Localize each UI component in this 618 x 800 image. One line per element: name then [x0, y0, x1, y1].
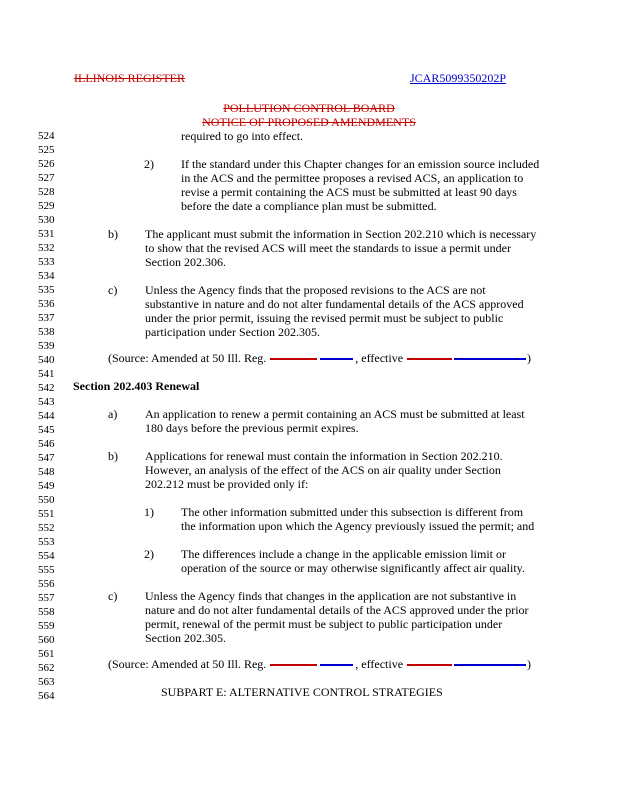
- line-number: 527: [38, 172, 55, 184]
- notice-title: NOTICE OF PROPOSED AMENDMENTS: [202, 115, 416, 129]
- line-number: 533: [38, 256, 55, 268]
- document-id-link[interactable]: JCAR5099350202P: [410, 71, 507, 85]
- line-number: 531: [38, 228, 55, 240]
- line-number: 543: [38, 396, 55, 408]
- line-number: 551: [38, 508, 55, 520]
- line-number: 554: [38, 550, 55, 562]
- line-number: 563: [38, 676, 55, 688]
- line-number: 534: [38, 270, 55, 282]
- line-number: 550: [38, 494, 55, 506]
- source-mid: , effective: [355, 657, 404, 671]
- inserted-blank: [320, 356, 353, 360]
- line-number: 528: [38, 186, 55, 198]
- line-number: 553: [38, 536, 55, 548]
- text-line: revise a permit containing the ACS must be submitted at least 90 days: [181, 185, 517, 199]
- line-number: 545: [38, 424, 55, 436]
- text-line: The other information submitted under this subsection is different from: [181, 505, 524, 519]
- deleted-blank: [270, 356, 317, 360]
- text-line: before the date a compliance plan must be submitted.: [181, 199, 437, 213]
- text-line: Unless the Agency finds that the proposed revisions to the ACS are not: [145, 283, 486, 297]
- line-number: 548: [38, 466, 55, 478]
- item-label: b): [108, 449, 118, 463]
- line-number: 547: [38, 452, 55, 464]
- item-label: 2): [144, 547, 154, 561]
- line-number: 557: [38, 592, 55, 604]
- item-label: c): [108, 589, 118, 603]
- line-number: 562: [38, 662, 55, 674]
- text-line: 180 days before the previous permit expires.: [145, 421, 359, 435]
- line-number: 539: [38, 340, 55, 352]
- text-line: The applicant must submit the information in Section 202.210 which is necessary: [145, 227, 537, 241]
- inserted-blank: [320, 662, 353, 666]
- text-line: in the ACS and the permittee proposes a revised ACS, an application to: [181, 171, 524, 185]
- line-number: 542: [38, 382, 55, 394]
- line-number: 556: [38, 578, 55, 590]
- text-line: participation under Section 202.305.: [145, 325, 320, 339]
- line-number: 529: [38, 200, 55, 212]
- text-line: under the prior permit, issuing the revised permit must be subject to public: [145, 311, 504, 325]
- inserted-blank: [454, 662, 526, 666]
- line-number: 549: [38, 480, 55, 492]
- source-end: ): [527, 351, 532, 365]
- subpart-heading: SUBPART E: ALTERNATIVE CONTROL STRATEGIES: [161, 685, 443, 699]
- text-line: An application to renew a permit containing an ACS must be submitted at least: [145, 407, 525, 421]
- text-line: Applications for renewal must contain the information in Section 202.210.: [145, 449, 503, 463]
- line-number: 525: [38, 144, 55, 156]
- text-line: Unless the Agency finds that changes in the application are not substantive in: [145, 589, 517, 603]
- source-note: [108, 657, 531, 671]
- line-number: 530: [38, 214, 55, 226]
- line-number: 564: [38, 690, 55, 702]
- line-number: 558: [38, 606, 55, 618]
- register-title: ILLINOIS REGISTER: [74, 71, 185, 85]
- source-mid: , effective: [355, 351, 404, 365]
- line-number: 552: [38, 522, 55, 534]
- line-number: 560: [38, 634, 55, 646]
- line-number: 532: [38, 242, 55, 254]
- text-line: substantive in nature and do not alter fundamental details of the ACS approved: [145, 297, 524, 311]
- text-line: the information upon which the Agency previously issued the permit; and: [181, 519, 535, 533]
- item-label: a): [108, 407, 118, 421]
- line-number: 546: [38, 438, 55, 450]
- item-label: 2): [144, 157, 154, 171]
- inserted-blank: [454, 356, 526, 360]
- source-note: [108, 351, 531, 365]
- line-number: 526: [38, 158, 55, 170]
- text-line: Section 202.306.: [145, 255, 226, 269]
- line-number: 540: [38, 354, 55, 366]
- text-line: If the standard under this Chapter changes for an emission source included: [181, 157, 540, 171]
- text-line: Section 202.305.: [145, 631, 226, 645]
- deleted-blank: [407, 662, 452, 666]
- agency-name: POLLUTION CONTROL BOARD: [223, 101, 395, 115]
- text-line: nature and do not alter fundamental details of the ACS approved under the prior: [145, 603, 529, 617]
- line-number: 536: [38, 298, 55, 310]
- line-number: 541: [38, 368, 55, 380]
- item-label: b): [108, 227, 118, 241]
- text-line: operation of the source or may otherwise significantly affect air quality.: [181, 561, 525, 575]
- section-heading: Section 202.403 Renewal: [73, 379, 200, 393]
- line-number: 561: [38, 648, 55, 660]
- deleted-blank: [407, 356, 452, 360]
- deleted-blank: [270, 662, 317, 666]
- source-prefix: (Source: Amended at 50 Ill. Reg.: [108, 657, 267, 671]
- line-number: 524: [38, 130, 55, 142]
- line-number: 538: [38, 326, 55, 338]
- item-label: 1): [144, 505, 154, 519]
- line-number: 535: [38, 284, 55, 296]
- source-end: ): [527, 657, 532, 671]
- text-line: required to go into effect.: [181, 129, 304, 143]
- text-line: to show that the revised ACS will meet the standards to issue a permit under: [145, 241, 511, 255]
- line-number: 544: [38, 410, 55, 422]
- text-line: However, an analysis of the effect of the ACS on air quality under Section: [145, 463, 501, 477]
- line-number: 555: [38, 564, 55, 576]
- text-line: permit, renewal of the permit must be subject to public participation under: [145, 617, 503, 631]
- line-number: 559: [38, 620, 55, 632]
- text-line: The differences include a change in the applicable emission limit or: [181, 547, 506, 561]
- text-line: 202.212 must be provided only if:: [145, 477, 309, 491]
- source-prefix: (Source: Amended at 50 Ill. Reg.: [108, 351, 267, 365]
- item-label: c): [108, 283, 118, 297]
- line-number: 537: [38, 312, 55, 324]
